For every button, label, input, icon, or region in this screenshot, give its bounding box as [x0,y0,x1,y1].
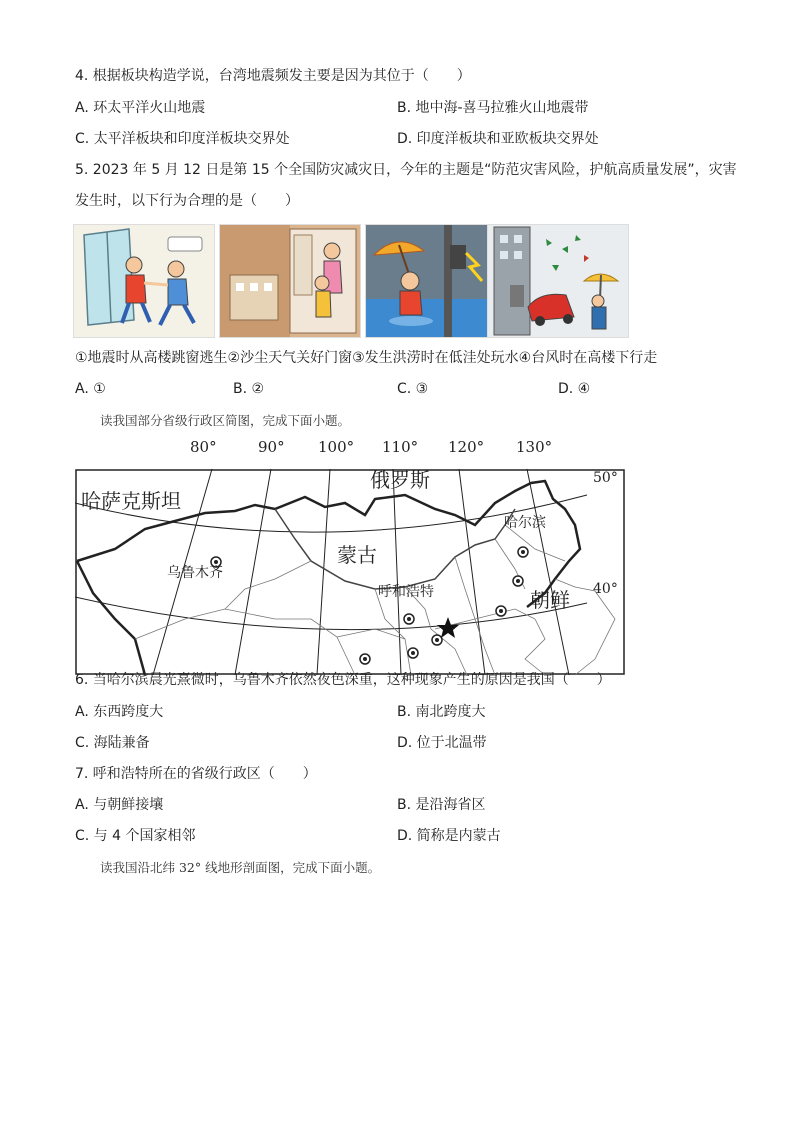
q7-option-b[interactable]: B. 是沿海省区 [397,797,486,813]
profile-intro: 读我国沿北纬 32° 线地形剖面图，完成下面小题。 [100,860,381,875]
q6-option-b[interactable]: B. 南北跨度大 [397,704,486,720]
picture-typhoon-buildings [487,224,629,338]
q5-option-a[interactable]: A. ① [75,381,106,397]
map-label-mongolia: 蒙古 [337,543,377,567]
q6-option-a[interactable]: A. 东西跨度大 [75,704,164,720]
q5-option-b[interactable]: B. ② [233,381,265,397]
q4-option-c[interactable]: C. 太平洋板块和印度洋板块交界处 [75,131,290,147]
map-label-hohhot: 呼和浩特 [378,584,434,600]
map-label-kazakhstan: 哈萨克斯坦 [81,489,181,513]
q5-stem-line2: 发生时，以下行为合理的是（ ） [75,193,299,209]
q4-option-b[interactable]: B. 地中海-喜马拉雅火山地震带 [397,100,589,116]
map-label-harbin: 哈尔滨 [504,515,546,531]
map-label-urumqi: 乌鲁木齐 [167,565,223,581]
q4-stem: 4. 根据板块构造学说，台湾地震频发主要是因为其位于（ ） [75,68,471,84]
picture-flood-play [365,224,507,338]
longitude-110: 110° [382,438,419,456]
longitude-100: 100° [318,438,355,456]
q5-option-c[interactable]: C. ③ [397,381,429,397]
q5-stem-line1: 5. 2023 年 5 月 12 日是第 15 个全国防灾减灾日，今年的主题是“防范灾害风险，护航高质量发展”，灾害 [75,162,737,178]
longitude-130: 130° [516,438,553,456]
picture-earthquake-jump [73,224,215,338]
q7-option-c[interactable]: C. 与 4 个国家相邻 [75,828,196,844]
picture-dust-storm-window [219,224,361,338]
longitude-90: 90° [258,438,285,456]
latitude-40: 40° [593,581,618,597]
q7-stem: 7. 呼和浩特所在的省级行政区（ ） [75,766,317,782]
map-intro: 读我国部分省级行政区简图，完成下面小题。 [100,413,351,428]
q7-option-a[interactable]: A. 与朝鲜接壤 [75,797,164,813]
latitude-50: 50° [593,470,618,486]
map-label-russia: 俄罗斯 [370,468,430,492]
q7-option-d[interactable]: D. 简称是内蒙古 [397,828,501,844]
longitude-80: 80° [190,438,217,456]
q6-option-c[interactable]: C. 海陆兼备 [75,735,150,751]
q5-option-d[interactable]: D. ④ [558,381,591,397]
q5-picture-caption: ①地震时从高楼跳窗逃生②沙尘天气关好门窗③发生洪涝时在低洼处玩水④台风时在高楼下行走 [75,350,658,366]
q4-option-d[interactable]: D. 印度洋板块和亚欧板块交界处 [397,131,599,147]
q6-option-d[interactable]: D. 位于北温带 [397,735,487,751]
longitude-120: 120° [448,438,485,456]
q6-stem: 6. 当哈尔滨晨光熹微时，乌鲁木齐依然夜色深重，这种现象产生的原因是我国（ ） [75,672,611,688]
q4-option-a[interactable]: A. 环太平洋火山地震 [75,100,206,116]
map-label-korea: 朝鲜 [530,588,570,612]
